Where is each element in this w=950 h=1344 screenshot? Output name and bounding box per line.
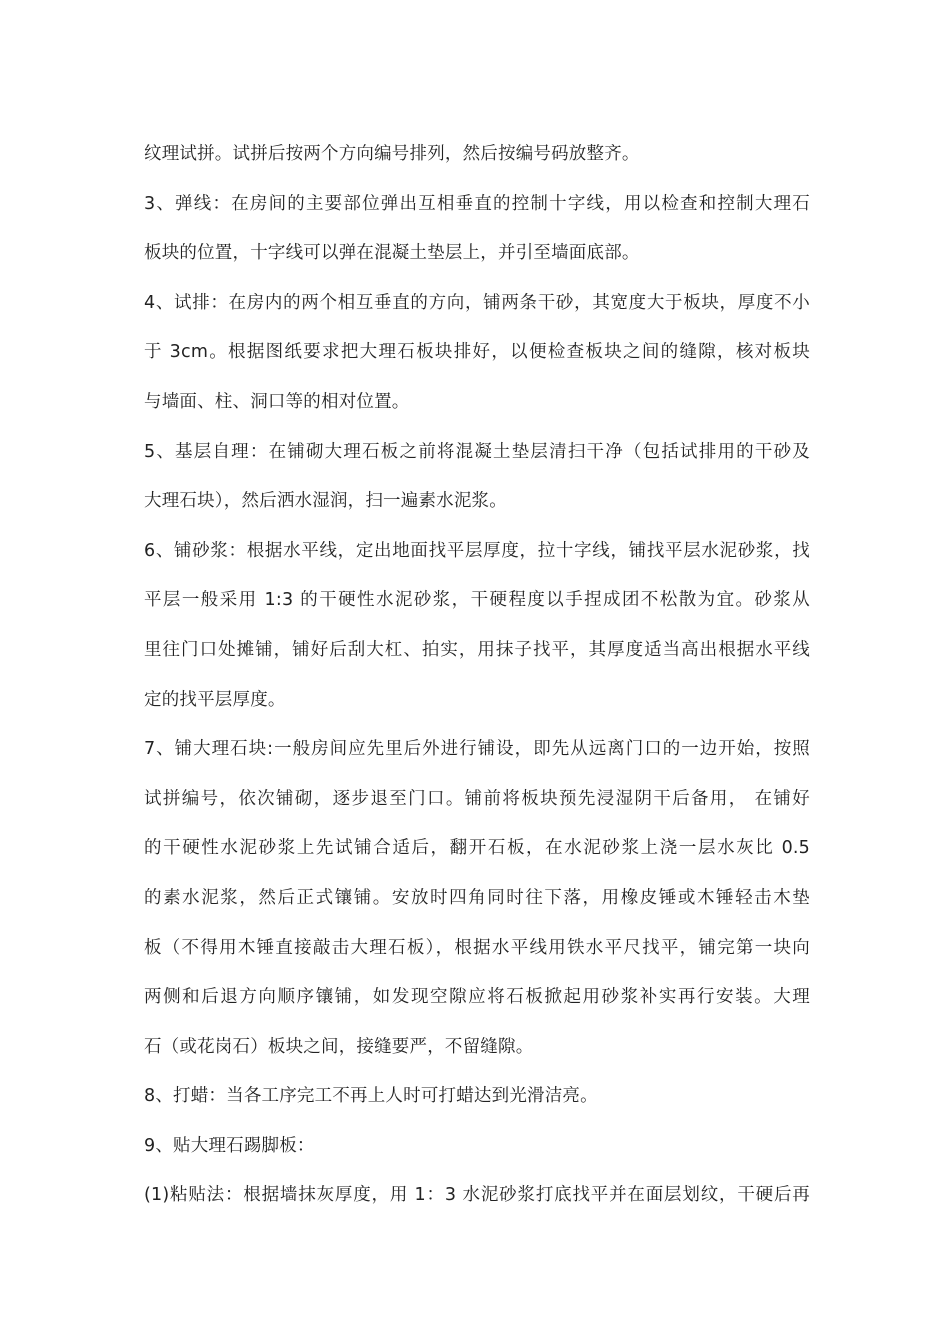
text-line: 平层一般采用 1:3 的干硬性水泥砂浆，干硬程度以手捏成团不松散为宜。砂浆从	[144, 590, 810, 611]
text-line: 9、贴大理石踢脚板：	[144, 1135, 315, 1156]
text-line: 4、试排：在房内的两个相互垂直的方向，铺两条干砂，其宽度大于板块，厚度不小	[144, 292, 810, 313]
text-line: 于 3cm。根据图纸要求把大理石板块排好，以便检查板块之间的缝隙，核对板块	[144, 342, 810, 363]
text-line: 大理石块），然后洒水湿润，扫一遍素水泥浆。	[144, 491, 507, 512]
text-line: 试拼编号，依次铺砌，逐步退至门口。铺前将板块预先浸湿阴干后备用， 在铺好	[144, 788, 810, 809]
text-line: 两侧和后退方向顺序镶铺，如发现空隙应将石板掀起用砂浆补实再行安装。大理	[144, 987, 810, 1008]
text-line: 3、弹线：在房间的主要部位弹出互相垂直的控制十字线，用以检查和控制大理石	[144, 193, 810, 214]
text-line: 纹理试拼。试拼后按两个方向编号排列，然后按编号码放整齐。	[144, 144, 640, 164]
text-line: 石（或花岗石）板块之间，接缝要严，不留缝隙。	[144, 1036, 534, 1057]
text-line: 7、铺大理石块:一般房间应先里后外进行铺设，即先从远离门口的一边开始，按照	[144, 739, 810, 760]
text-line: (1)粘贴法：根据墙抹灰厚度，用 1：3 水泥砂浆打底找平并在面层划纹，干硬后再	[144, 1185, 810, 1206]
text-line: 定的找平层厚度。	[144, 689, 286, 710]
text-line: 里往门口处摊铺，铺好后刮大杠、拍实，用抹子找平，其厚度适当高出根据水平线	[144, 639, 810, 660]
text-line: 8、打蜡：当各工序完工不再上人时可打蜡达到光滑洁亮。	[144, 1086, 598, 1107]
text-line: 的干硬性水泥砂浆上先试铺合适后，翻开石板，在水泥砂浆上浇一层水灰比 0.5	[144, 838, 810, 859]
document-body	[144, 130, 810, 1221]
text-line: 板（不得用木锤直接敲击大理石板），根据水平线用铁水平尺找平，铺完第一块向	[144, 937, 810, 958]
text-line: 与墙面、柱、洞口等的相对位置。	[144, 391, 410, 412]
text-line: 板块的位置，十字线可以弹在混凝土垫层上，并引至墙面底部。	[144, 243, 640, 264]
text-line: 的素水泥浆，然后正式镶铺。安放时四角同时往下落，用橡皮锤或木锤轻击木垫	[144, 887, 810, 908]
text-line: 6、铺砂浆：根据水平线，定出地面找平层厚度，拉十字线，铺找平层水泥砂浆，找	[144, 540, 810, 561]
text-line: 5、基层自理：在铺砌大理石板之前将混凝土垫层清扫干净（包括试排用的干砂及	[144, 441, 810, 462]
